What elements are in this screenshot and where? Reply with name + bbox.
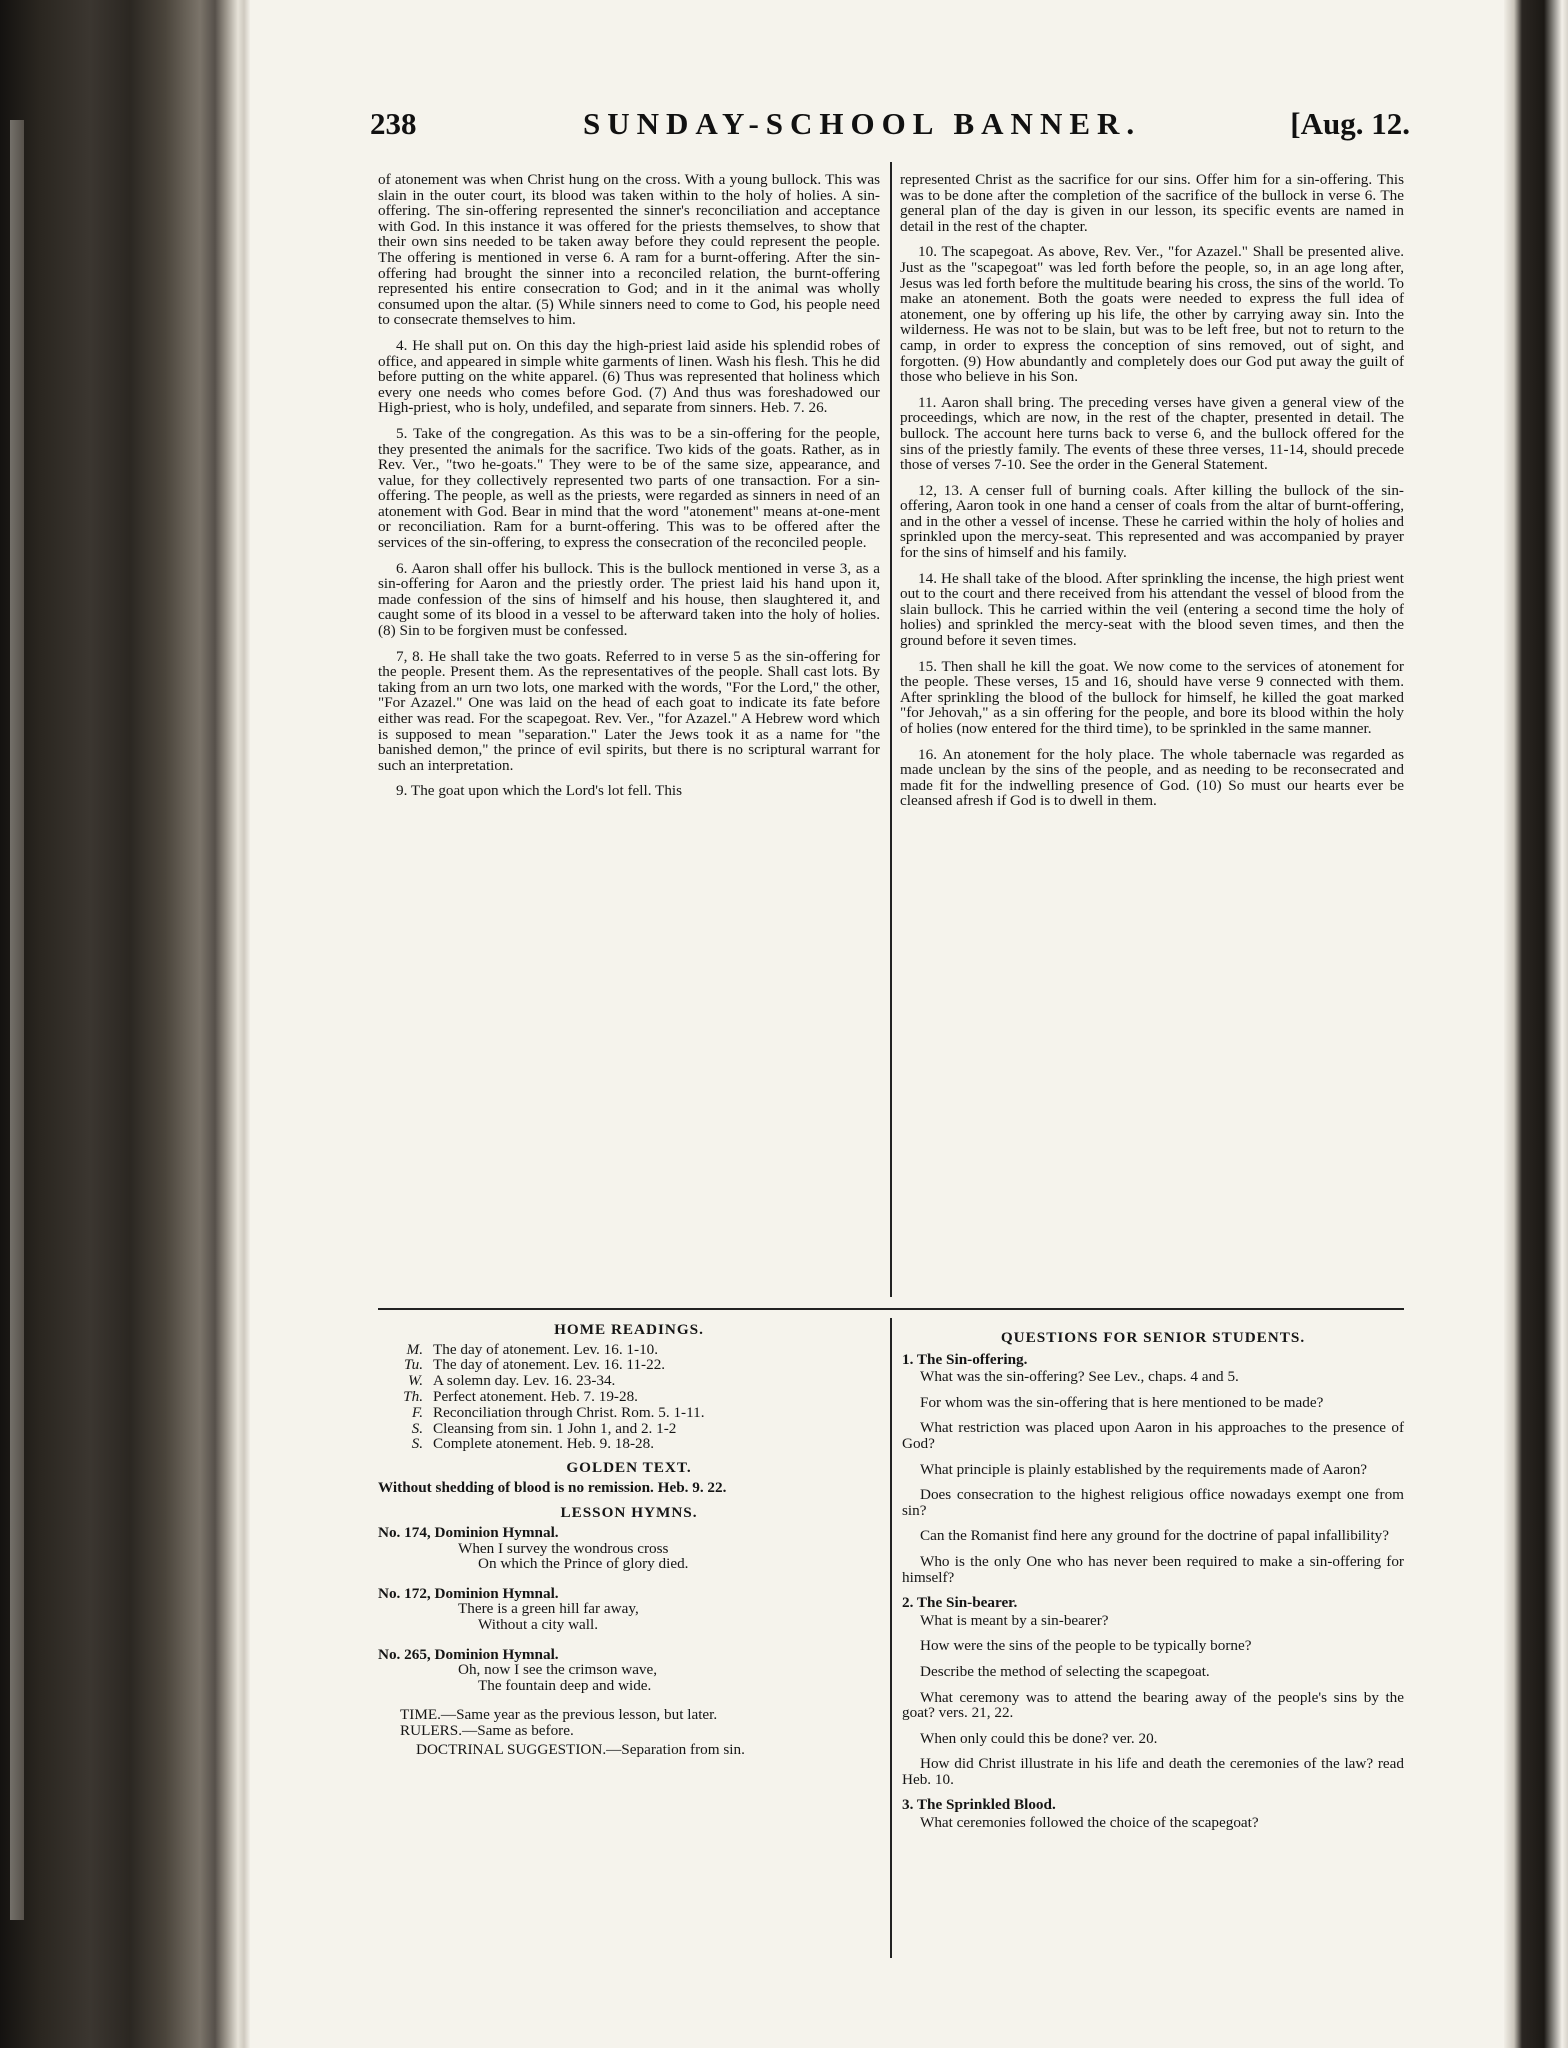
paragraph: 14. He shall take of the blood. After sprinkling the incense, the high priest went out to the court and there received from his attendant the vessel of blood from the slain bullock. This he carried within the veil (entering a second time the holy of holies) and sprinkled the mercy-seat with the blood seven times, and then the ground before it seven times. — [900, 569, 1404, 650]
question: How were the sins of the people to be typically borne? — [920, 1637, 1252, 1655]
hymn-line: Without a city wall. — [478, 1615, 599, 1633]
hymn-ref: No. 172, Dominion Hymnal. — [378, 1584, 559, 1602]
reading-item — [378, 1342, 880, 1358]
page — [250, 0, 1504, 2048]
reading-text: The day of atonement. Lev. 16. 11-22. — [433, 1356, 666, 1374]
reading-day: S. — [411, 1435, 423, 1453]
paragraph: of atonement was when Christ hung on the cross. With a young bullock. This was slain in the outer court, its blood was taken within to the holy of holies. A sin-offering. The sin-offering represented the sinner's reconciliation and acceptance with God. In this instance it was offered for the priests themselves, to show that their own sins needed to be taken away before they could represent the people. The offering is mentioned in verse 6. A ram for a burnt-offering. After the sin-offering had brought the sinner into a reconciled relation, the burnt-offering represented his entire consecration to God; and in it the animal was wholly consumed upon the altar. (5) While sinners need to come to God, his people need to consecrate themselves to him. — [378, 171, 880, 329]
question: When only could this be done? ver. 20. — [920, 1729, 1158, 1747]
reading-item — [378, 1389, 880, 1405]
paragraph: 15. Then shall he kill the goat. We now come to the services of atonement for the people. These verses, 15 and 16, should have verse 9 connected with them. After sprinkling the blood of the bullock for himself, he killed the goat marked "for Jehovah," as a sin offering for the people, and bore its blood within the holy of holies (now entered for the third time), to be sprinkled in the same manner. — [900, 657, 1404, 737]
reading-day: Tu. — [404, 1356, 423, 1374]
paragraph: 11. Aaron shall bring. The preceding verses have given a general view of the proceedings, which are now, in the rest of the chapter, presented in detail. The bullock. The account here turns back to verse 6, and the bullock offered for the sins of the priestly family. The events of these three verses, 11-14, should precede those of verses 7-10. See the order in the General Statement. — [900, 393, 1404, 474]
reading-item — [378, 1373, 880, 1389]
section-divider — [378, 1308, 1404, 1310]
next-page-edge — [1504, 0, 1568, 2048]
question: Can the Romanist find here any ground for the doctrine of papal infallibility? — [920, 1527, 1389, 1545]
column-divider — [890, 1318, 892, 1958]
question-section-heading: 1. The Sin-offering. — [902, 1350, 1028, 1368]
readings-list — [378, 1342, 880, 1453]
reading-text: Complete atonement. Heb. 9. 18-28. — [433, 1435, 655, 1453]
hymn-ref: No. 265, Dominion Hymnal. — [378, 1645, 559, 1663]
section-heading: GOLDEN TEXT. — [566, 1459, 692, 1477]
issue-date: [Aug. 12. — [1290, 106, 1410, 141]
reading-day: W. — [407, 1372, 423, 1390]
reading-item — [378, 1436, 880, 1452]
left-column — [378, 172, 880, 809]
paragraph: 5. Take of the congregation. As this was to be a sin-offering for the people, they presented the animals for the sacrifice. Two kids of the goats. Rather, as in Rev. Ver., "two he-goats." They were to be of the same size, appearance, and value, for they collectively represented two parts of one transaction. For a sin-offering. The people, as well as the priests, were regarded as sinners in need of an atonement with God. Bear in mind that the word "atonement" means at-one-ment or reconciliation. Ram for a burnt-offering. This was to be offered after the services of the sin-offering, to express the consecration of the reconciled people. — [378, 424, 880, 552]
paragraph: 10. The scapegoat. As above, Rev. Ver., "for Azazel." Shall be presented alive. Just as the "scapegoat" was led forth before the people, so, in an age long after, Jesus was led forth before the multitude bearing his cross, the sins of the world. To make an atonement. Both the goats were needed to express the full idea of atonement, one by offering up his life, the other by carrying away sin. Into the wilderness. He was not to be slain, but was to be left free, but not to return to the camp, in order to express the conception of sins removed, out of sight, and forgotten. (9) How abundantly and completely does our God put away the guilt of those who believe in his Son. — [900, 243, 1404, 386]
question: What was the sin-offering? See Lev., chaps. 4 and 5. — [920, 1368, 1239, 1386]
column-divider — [890, 162, 892, 1297]
paragraph: 9. The goat upon which the Lord's lot fell. This — [396, 782, 683, 800]
paragraph: 12, 13. A censer full of burning coals. After killing the bullock of the sin-offering, Aaron took in one hand a censer of coals from the altar of burnt-offering, and in the other a vessel of incense. These he carried within the holy of holies and sprinkled upon the mercy-seat. This represented and was accompanied by prayer for the sins of himself and his family. — [900, 481, 1404, 562]
journal-title: SUNDAY-SCHOOL BANNER. — [583, 106, 1142, 141]
reading-text: The day of atonement. Lev. 16. 1-10. — [433, 1340, 659, 1358]
home-readings-panel — [378, 1322, 880, 1758]
reading-text: Perfect atonement. Heb. 7. 19-28. — [433, 1387, 638, 1405]
paragraph: 16. An atonement for the holy place. The whole tabernacle was regarded as made unclean by the sins of the people, and as needing to be reconsecrated and made fit for the indwelling presence of God. (10) So must our hearts ever be cleansed afresh if God is to dwell in them. — [900, 745, 1404, 810]
page-number: 238 — [370, 106, 417, 141]
hymn-line: On which the Prince of glory died. — [478, 1555, 689, 1573]
paragraph: 6. Aaron shall offer his bullock. This is the bullock mentioned in verse 3, as a sin-offering for Aaron and the priestly order. The priest laid his hand upon it, made confession of the sins of himself and his house, then slaughtered it, and caught some of its blood in a vessel to be afterward taken into the holy of holies. (8) Sin to be forgiven must be confessed. — [378, 559, 880, 640]
hymn — [378, 1525, 880, 1572]
reading-day: F. — [411, 1403, 423, 1421]
questions-panel — [902, 1330, 1404, 1841]
section-heading: LESSON HYMNS. — [560, 1504, 698, 1522]
paragraph: represented Christ as the sacrifice for our sins. Offer him for a sin-offering. This was to be done after the completion of the sacrifice of the bullock in verse 6. The general plan of the day is given in our lesson, its specific events are named in detail in the rest of the chapter. — [900, 171, 1404, 235]
question: What restriction was placed upon Aaron in his approaches to the presence of God? — [902, 1419, 1404, 1452]
section-heading: QUESTIONS FOR SENIOR STUDENTS. — [1000, 1329, 1306, 1346]
question: What ceremony was to attend the bearing away of the people's sins by the goat? vers. 21, 22. — [902, 1688, 1404, 1722]
hymn — [378, 1647, 880, 1694]
book-spine — [0, 0, 250, 2048]
hymn-line: There is a green hill far away, — [458, 1600, 639, 1618]
golden-text: Without shedding of blood is no remission. Heb. 9. 22. — [378, 1478, 727, 1496]
running-header — [370, 106, 1410, 146]
question: For whom was the sin-offering that is here mentioned to be made? — [920, 1393, 1324, 1411]
right-column — [900, 172, 1404, 819]
question: What principle is plainly established by the requirements made of Aaron? — [920, 1460, 1368, 1478]
reading-text: Cleansing from sin. 1 John 1, and 2. 1-2 — [433, 1419, 677, 1437]
question: What ceremonies followed the choice of the scapegoat? — [920, 1814, 1259, 1832]
hymn — [378, 1586, 880, 1633]
hymn-line: When I survey the wondrous cross — [458, 1539, 669, 1557]
question: Does consecration to the highest religious office nowadays exempt one from sin? — [902, 1486, 1404, 1519]
section-heading: HOME READINGS. — [554, 1321, 704, 1338]
paragraph: 4. He shall put on. On this day the high-priest laid aside his splendid robes of office, and appeared in simple white garments of linen. Wash his flesh. This he did before putting on the white apparel. (6) Thus was represented that holiness which every one needs who comes before God. (7) And thus was foreshadowed our High-priest, who is holy, undefiled, and separate from sinners. Heb. 7. 26. — [378, 336, 880, 417]
reading-item — [378, 1405, 880, 1421]
hymn-line: Oh, now I see the crimson wave, — [458, 1661, 658, 1679]
rulers-note: RULERS.—Same as before. — [400, 1721, 574, 1739]
question: Describe the method of selecting the scapegoat. — [920, 1662, 1210, 1680]
reading-day: S. — [411, 1419, 423, 1437]
reading-item — [378, 1421, 880, 1437]
question: Who is the only One who has never been required to make a sin-offering for himself? — [902, 1552, 1404, 1586]
question-section-heading: 2. The Sin-bearer. — [902, 1594, 1018, 1612]
question-section-heading: 3. The Sprinkled Blood. — [902, 1796, 1056, 1814]
reading-day: M. — [406, 1340, 423, 1358]
paragraph: 7, 8. He shall take the two goats. Referred to in verse 5 as the sin-offering for the people. Present them. As the representatives of the people. Shall cast lots. By taking from an urn two lots, one marked with the words, "For the Lord," the other, "For Azazel." One was laid on the head of each goat to indicate its fate before either was read. For the scapegoat. Rev. Ver., "for Azazel." A Hebrew word which is supposed to mean "separation." Later the Jews took it as a name for "the banished demon," the prince of evil spirits, but there is no scriptural warrant for such an interpretation. — [378, 647, 880, 774]
reading-text: Reconciliation through Christ. Rom. 5. 1-11. — [433, 1403, 705, 1421]
spine-edge — [10, 120, 24, 1920]
question: How did Christ illustrate in his life and death the ceremonies of the law? read Heb. 10. — [902, 1755, 1404, 1788]
reading-text: A solemn day. Lev. 16. 23-34. — [433, 1372, 616, 1390]
reading-day: Th. — [403, 1387, 423, 1405]
question: What is meant by a sin-bearer? — [920, 1611, 1109, 1629]
time-note: TIME.—Same year as the previous lesson, but later. — [400, 1706, 718, 1724]
hymn-line: The fountain deep and wide. — [478, 1676, 652, 1694]
hymn-ref: No. 174, Dominion Hymnal. — [378, 1523, 559, 1541]
reading-item — [378, 1357, 880, 1373]
doctrinal-suggestion: DOCTRINAL SUGGESTION.—Separation from sin. — [416, 1741, 745, 1759]
